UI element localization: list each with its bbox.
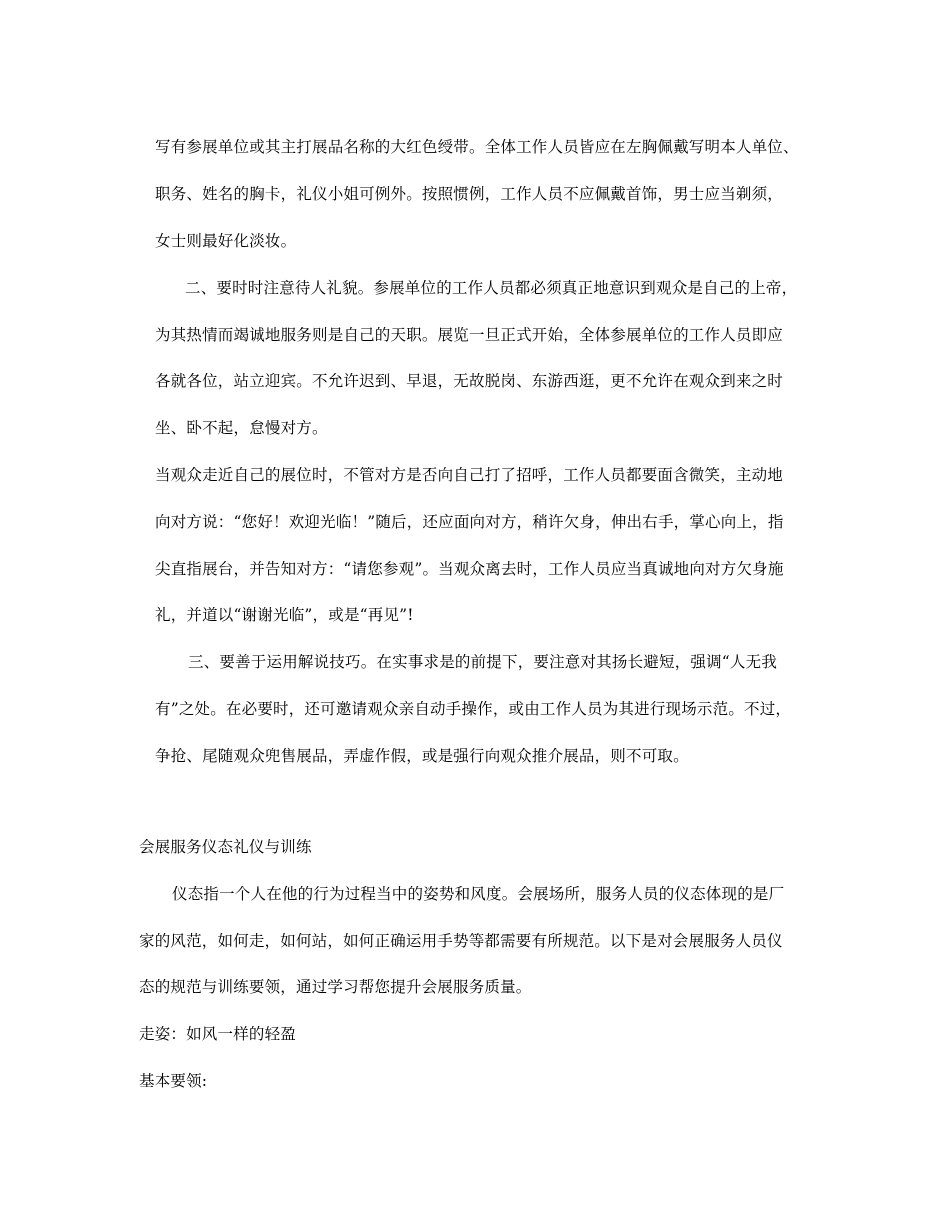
paragraph-2-line-4: 坐、卧不起，怠慢对方。: [155, 419, 328, 437]
paragraph-1-line-3: 女士则最好化淡妆。: [155, 232, 297, 250]
paragraph-3-line-4: 礼，并道以“谢谢光临”，或是“再见”!: [155, 606, 414, 624]
paragraph-4-line-2: 有”之处。在必要时，还可邀请观众亲自动手操作，或由工作人员为其进行现场示范。不过，: [155, 700, 792, 718]
paragraph-2-line-3: 各就各位，站立迎宾。不允许迟到、早退，无故脱岗、东游西逛，更不允许在观众到来之时: [155, 372, 784, 390]
paragraph-4-line-3: 争抢、尾随观众兜售展品，弄虚作假，或是强行向观众推介展品，则不可取。: [155, 747, 689, 765]
paragraph-4-line-1: 三、要善于运用解说技巧。在实事求是的前提下，要注意对其扬长避短，强调“人无我: [188, 653, 778, 671]
section-title: 会展服务仪态礼仪与训练: [139, 838, 312, 856]
paragraph-1-line-2: 职务、姓名的胸卡，礼仪小姐可例外。按照惯例，工作人员不应佩戴首饰，男士应当剃须，: [155, 185, 784, 203]
paragraph-3-line-2: 向对方说：“您好！欢迎光临！”随后，还应面向对方，稍许欠身，伸出右手，掌心向上，指: [155, 513, 784, 531]
paragraph-1-line-1: 写有参展单位或其主打展品名称的大红色绶带。全体工作人员皆应在左胸佩戴写明本人单位、: [155, 138, 799, 156]
basics-heading: 基本要领:: [139, 1072, 208, 1090]
walking-heading: 走姿：如风一样的轻盈: [139, 1025, 297, 1043]
paragraph-2-line-2: 为其热情而竭诚地服务则是自己的天职。展览一旦正式开始，全体参展单位的工作人员即应: [155, 326, 784, 344]
paragraph-3-line-1: 当观众走近自己的展位时，不管对方是否向自己打了招呼，工作人员都要面含微笑，主动地: [155, 466, 784, 484]
paragraph-2-line-1: 二、要时时注意待人礼貌。参展单位的工作人员都必须真正地意识到观众是自己的上帝，: [185, 279, 798, 297]
paragraph-5-line-3: 态的规范与训练要领，通过学习帮您提升会展服务质量。: [139, 978, 532, 996]
paragraph-3-line-3: 尖直指展台，并告知对方：“请您参观”。当观众离去时，工作人员应当真诚地向对方欠身施: [155, 560, 784, 578]
paragraph-5-line-1: 仪态指一个人在他的行为过程当中的姿势和风度。会展场所，服务人员的仪态体现的是厂: [172, 885, 785, 903]
paragraph-5-line-2: 家的风范，如何走，如何站，如何正确运用手势等都需要有所规范。以下是对会展服务人员仪: [139, 932, 783, 950]
